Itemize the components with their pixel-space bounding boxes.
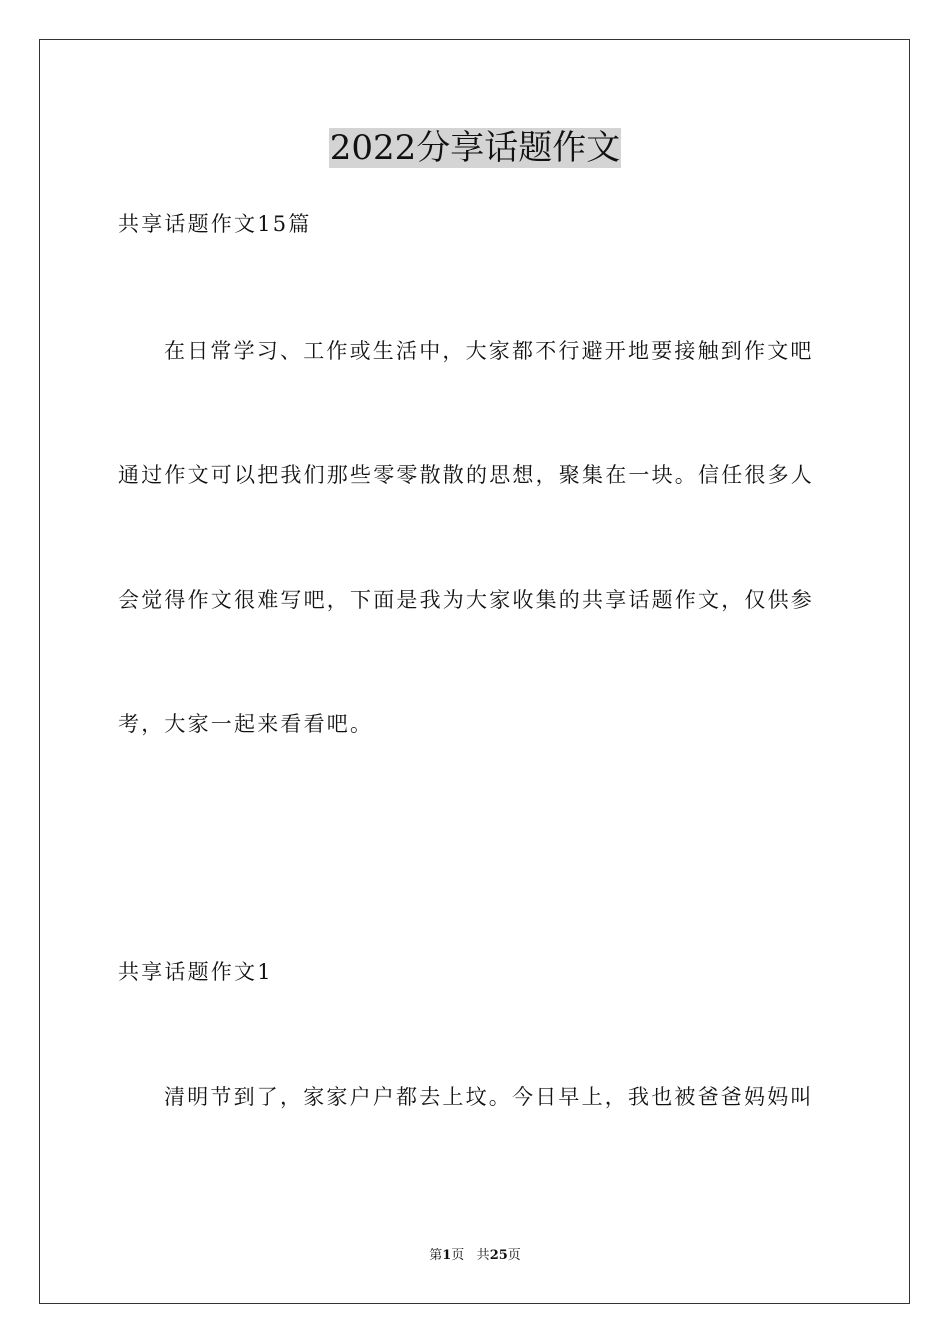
document-title-text: 2022分享话题作文	[329, 128, 621, 168]
footer-total-prefix: 共	[476, 1248, 490, 1263]
document-subtitle: 共享话题作文15篇	[118, 212, 312, 236]
section-line-1: 清明节到了，家家户户都去上坟。今日早上，我也被爸爸妈妈叫	[164, 1085, 814, 1109]
document-title	[0, 126, 950, 170]
section-heading: 共享话题作文1	[118, 960, 273, 984]
footer-total-pages: 25	[489, 1248, 508, 1263]
intro-line-3: 会觉得作文很难写吧，下面是我为大家收集的共享话题作文，仅供参	[118, 588, 814, 612]
intro-line-4: 考，大家一起来看看吧。	[118, 712, 374, 736]
footer-total-unit: 页	[507, 1248, 521, 1263]
footer-page-unit: 页	[451, 1248, 465, 1263]
footer-page-prefix: 第	[429, 1248, 443, 1263]
footer-page-number: 1	[442, 1248, 452, 1263]
page-footer	[0, 1247, 950, 1265]
intro-line-2: 通过作文可以把我们那些零零散散的思想，聚集在一块。信任很多人	[118, 463, 814, 487]
intro-line-1: 在日常学习、工作或生活中，大家都不行避开地要接触到作文吧	[164, 339, 814, 363]
